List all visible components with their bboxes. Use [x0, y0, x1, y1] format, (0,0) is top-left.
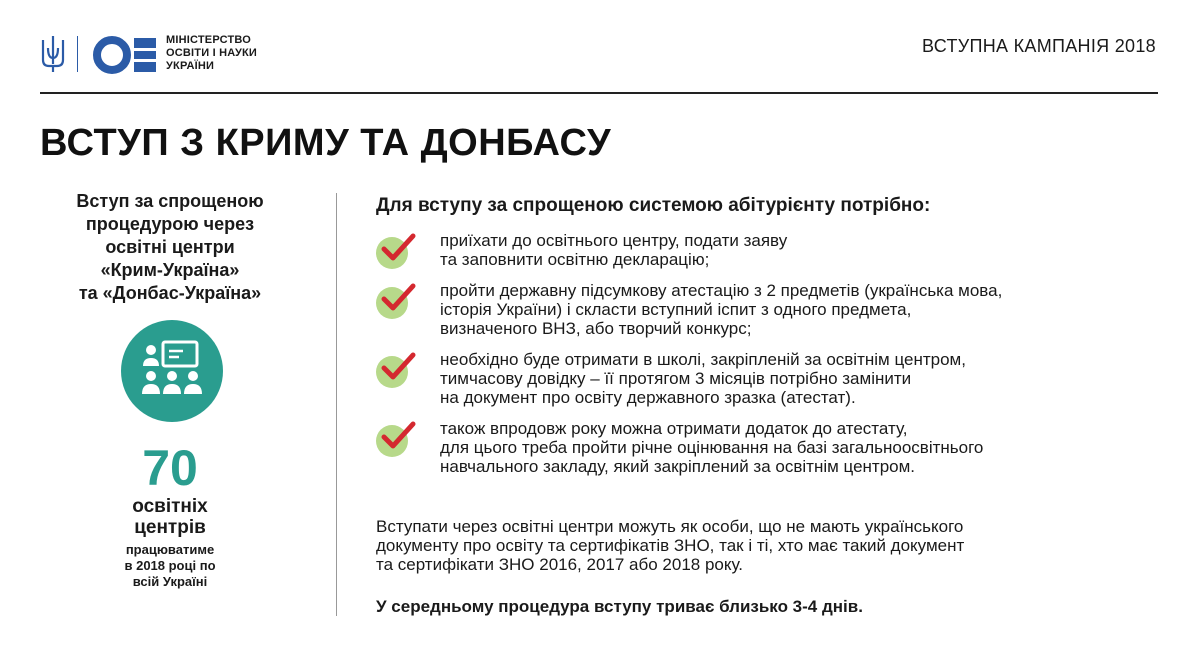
header [40, 30, 1160, 80]
checkmark-icon [376, 281, 416, 319]
requirement-line: тимчасову довідку – її протягом 3 місяців потрібно замінити [440, 369, 912, 388]
centers-note-line: в 2018 році по [124, 558, 216, 573]
requirement-line: навчального закладу, який закріплений за освітнім центром. [440, 457, 916, 476]
requirement-line: приїхати до освітнього центру, подати заяву [440, 231, 788, 250]
requirement-text [440, 231, 1136, 269]
requirement-line: історія України) і скласти вступний іспит з одного предмета, [440, 300, 912, 319]
requirement-line: та заповнити освітню декларацію; [440, 250, 710, 269]
centers-note [40, 542, 300, 590]
column-divider [336, 193, 337, 616]
centers-note-line: працюватиме [125, 542, 215, 557]
header-separator [77, 36, 78, 72]
intro-line: та «Донбас-Україна» [78, 283, 262, 303]
requirement-item [376, 419, 1136, 476]
requirement-item [376, 350, 1136, 407]
requirement-line: пройти державну підсумкову атестацію з 2 предметів (українська мова, [440, 281, 1003, 300]
eligibility-line: Вступати через освітні центри можуть як особи, що не мають українського [376, 517, 964, 536]
requirement-item [376, 231, 1136, 269]
intro-line: «Крим-Україна» [100, 260, 240, 280]
requirement-text [440, 281, 1136, 338]
ministry-name-line: ОСВІТИ І НАУКИ [166, 47, 258, 59]
intro-line: освітні центри [105, 237, 235, 257]
ministry-name-line: УКРАЇНИ [166, 60, 215, 72]
intro-line: Вступ за спрощеною [76, 191, 264, 211]
requirements-list [376, 231, 1136, 488]
requirement-text [440, 350, 1136, 407]
centers-label [40, 496, 300, 538]
eligibility-note [376, 517, 1136, 574]
ministry-name-line: МІНІСТЕРСТВО [166, 34, 252, 46]
left-intro [40, 190, 300, 305]
requirement-line: необхідно буде отримати в школі, закріпленій за освітнім центром, [440, 350, 966, 369]
requirement-line: визначеного ВНЗ, або творчий конкурс; [440, 319, 752, 338]
eligibility-line: документу про освіту та сертифікатів ЗНО, так і ті, хто має такий документ [376, 536, 965, 555]
centers-note-line: всій Україні [132, 574, 208, 589]
requirements-heading: Для вступу за спрощеною системою абітурієнту потрібно: [376, 195, 931, 216]
checkmark-icon [376, 419, 416, 457]
checkmark-icon [376, 231, 416, 269]
requirement-text [440, 419, 1136, 476]
campaign-label: ВСТУПНА КАМПАНІЯ 2018 [922, 36, 1156, 56]
requirement-line: на документ про освіту державного зразка (атестат). [440, 388, 856, 407]
centers-label-line: центрів [134, 517, 206, 538]
left-column [40, 190, 300, 589]
page-title: ВСТУП З КРИМУ ТА ДОНБАСУ [40, 122, 612, 164]
eligibility-line: та сертифікати ЗНО 2016, 2017 або 2018 року. [376, 555, 744, 574]
centers-label-line: освітніх [132, 496, 208, 517]
classroom-icon [121, 320, 223, 422]
requirement-item [376, 281, 1136, 338]
ministry-name [166, 34, 257, 73]
requirement-line: для цього треба пройти річне оцінювання на базі загальноосвітнього [440, 438, 984, 457]
header-divider [40, 92, 1158, 94]
duration-note: У середньому процедура вступу триває близько 3-4 днів. [376, 597, 863, 616]
intro-line: процедурою через [85, 214, 255, 234]
trident-icon [40, 34, 66, 74]
right-column [376, 195, 1136, 616]
requirement-line: також впродовж року можна отримати додаток до атестату, [440, 419, 908, 438]
ministry-logo-icon [92, 34, 158, 76]
centers-count: 70 [142, 440, 198, 496]
checkmark-icon [376, 350, 416, 388]
